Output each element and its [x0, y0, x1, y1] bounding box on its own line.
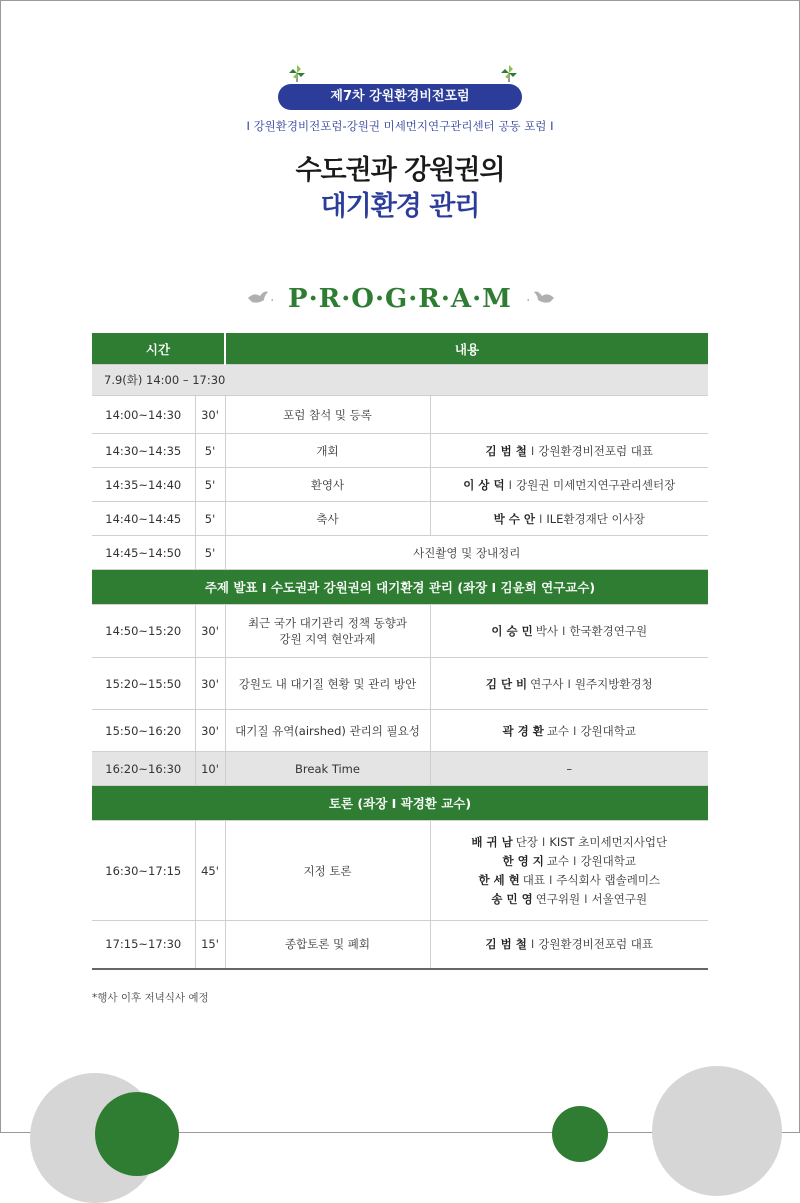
speaker-name: 이 승 민	[491, 624, 533, 638]
table-row: 14:30~14:35 5' 개회 김 범 철 I 강원환경비전포럼 대표	[92, 434, 708, 468]
speaker-org: 강원대학교	[580, 723, 636, 738]
forum-subtitle: I 강원환경비전포럼-강원권 미세먼지연구관리센터 공동 포럼 I	[246, 119, 554, 133]
decor-dots: ·	[526, 293, 531, 309]
table-row: 14:45~14:50 5' 사진촬영 및 장내정리	[92, 536, 708, 570]
page-title-line1: 수도권과 강원권의	[295, 155, 505, 186]
section-heading-presentation: 주제 발표 I 수도권과 강원권의 대기환경 관리 (좌장 I 김윤희 연구교수)	[92, 570, 708, 605]
speaker-org: 강원권 미세먼지연구관리센터장	[516, 477, 676, 492]
decor-circle	[552, 1106, 608, 1162]
table-row: 14:50~15:20 30' 최근 국가 대기관리 정책 동향과 강원 지역 현안과제 이 승 민 박사 I 한국환경연구원	[92, 605, 708, 658]
speaker-org: 강원환경비전포럼 대표	[538, 443, 653, 458]
pinwheel-icon	[288, 64, 306, 82]
table-row: 15:20~15:50 30' 강원도 내 대기질 현황 및 관리 방안 김 단 비 연구사 I 원주지방환경청	[92, 658, 708, 710]
panelist: 한 영 지 교수 I 강원대학교	[502, 853, 636, 868]
forum-badge: 제7차 강원환경비전포럼	[278, 84, 522, 110]
speaker-name: 곽 경 환	[502, 723, 544, 738]
speaker-name: 박 수 안	[493, 511, 535, 526]
decor-dots: ·	[270, 293, 275, 309]
dove-icon	[532, 288, 556, 306]
speaker-name: 김 범 철	[485, 443, 527, 458]
panelist: 송 민 영 연구위원 I 서울연구원	[491, 891, 648, 906]
table-row: 14:00~14:30 30' 포럼 참석 및 등록	[92, 396, 708, 434]
speaker-name: 이 상 덕	[463, 477, 505, 492]
date-row: 7.9(화) 14:00 – 17:30	[92, 365, 708, 396]
speaker-name: 김 단 비	[485, 676, 528, 691]
section-heading-discussion: 토론 (좌장 I 곽경환 교수)	[92, 786, 708, 821]
decor-circle	[652, 1066, 782, 1196]
decor-circle	[95, 1092, 179, 1176]
header-content: 내용	[225, 333, 708, 365]
panelist: 한 세 현 대표 I 주식회사 랩솔레미스	[478, 872, 661, 887]
speaker-org: 강원환경비전포럼 대표	[538, 937, 653, 952]
page-title-line2: 대기환경 관리	[320, 191, 480, 222]
table-row: 16:30~17:15 45' 지정 토론 배 귀 남 단장 I KIST 초미세먼지사업단 한 영 지 교수 I 강원대학교 한 세 현 대표 I 주식회사 랩솔레미스 송 민 영 연구위원 I 서울연구원	[92, 821, 708, 921]
speaker-name: 김 범 철	[485, 937, 527, 952]
speaker-org: ILE환경재단 이사장	[546, 511, 645, 526]
table-row: 15:50~16:20 30' 대기질 유역(airshed) 관리의 필요성 곽 경 환 교수 I 강원대학교	[92, 710, 708, 752]
table-row: 17:15~17:30 15' 종합토론 및 폐회 김 범 철 I 강원환경비전포럼 대표	[92, 921, 708, 969]
speaker-org: 원주지방환경청	[574, 676, 653, 691]
table-row: 14:35~14:40 5' 환영사 이 상 덕 I 강원권 미세먼지연구관리센터장	[92, 468, 708, 502]
header-time: 시간	[92, 333, 225, 365]
table-row: 14:40~14:45 5' 축사 박 수 안 I ILE환경재단 이사장	[92, 502, 708, 536]
pinwheel-icon	[500, 64, 518, 82]
table-row: 16:20~16:30 10' Break Time –	[92, 752, 708, 786]
program-heading: P·R·O·G·R·A·M	[288, 284, 512, 314]
speaker-org: 한국환경연구원	[569, 624, 648, 638]
footnote: *행사 이후 저녁식사 예정	[92, 992, 209, 1004]
panelist: 배 귀 남 단장 I KIST 초미세먼지사업단	[471, 834, 668, 849]
program-table	[92, 333, 708, 970]
